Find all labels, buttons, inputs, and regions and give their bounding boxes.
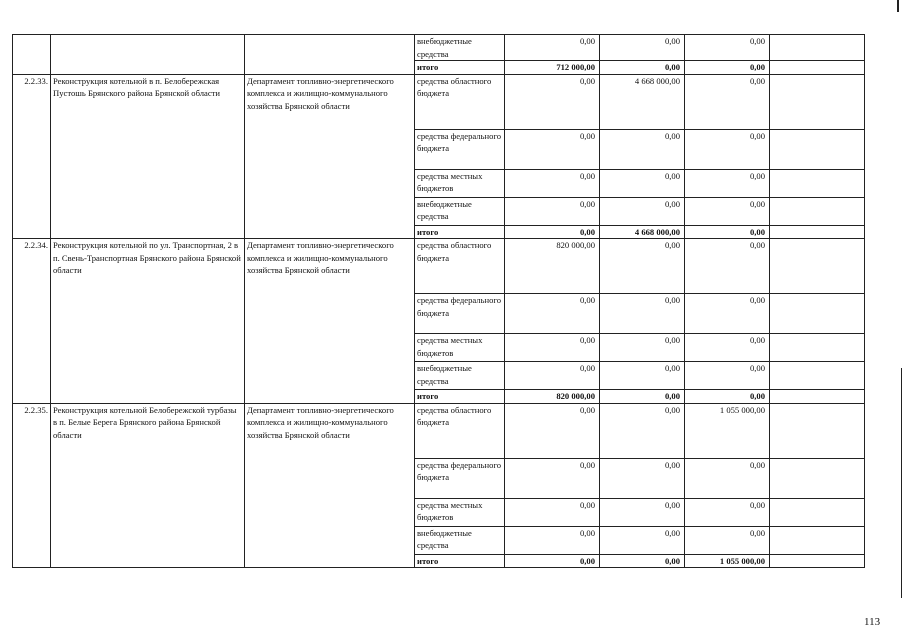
- table-row: [13, 35, 865, 61]
- funding-source-cell: внебюджетные средства: [415, 526, 505, 554]
- amount-year-3: 0,00: [685, 129, 770, 169]
- funding-source-cell: средства федерального бюджета: [415, 294, 505, 334]
- amount-year-1: 0,00: [505, 74, 600, 129]
- scan-edge-mark-right: [901, 368, 902, 598]
- amount-year-2: 0,00: [600, 403, 685, 458]
- empty-cell: [770, 498, 865, 526]
- item-executor: Департамент топливно-энергетического комплекса и жилищно-коммунального хозяйства Брянской области: [245, 74, 415, 239]
- amount-year-1: 0,00: [505, 498, 600, 526]
- amount-year-3: 0,00: [685, 61, 770, 75]
- table-row: [13, 403, 865, 458]
- amount-year-1: 0,00: [505, 526, 600, 554]
- funding-source-cell: внебюджетные средства: [415, 35, 505, 61]
- amount-year-1: 0,00: [505, 403, 600, 458]
- funding-source-cell: средства областного бюджета: [415, 403, 505, 458]
- amount-year-3: 0,00: [685, 169, 770, 197]
- executor-cell: [245, 35, 415, 75]
- item-code: 2.2.35.: [13, 403, 51, 568]
- amount-year-1: 0,00: [505, 458, 600, 498]
- empty-cell: [770, 458, 865, 498]
- amount-year-2: 0,00: [600, 554, 685, 568]
- amount-year-2: 0,00: [600, 498, 685, 526]
- amount-year-3: 0,00: [685, 239, 770, 294]
- empty-cell: [770, 74, 865, 129]
- funding-source-cell: средства областного бюджета: [415, 74, 505, 129]
- funding-source-cell: средства местных бюджетов: [415, 169, 505, 197]
- funding-source-cell: внебюджетные средства: [415, 197, 505, 225]
- empty-cell: [770, 239, 865, 294]
- amount-year-3: 0,00: [685, 362, 770, 390]
- item-code: 2.2.34.: [13, 239, 51, 404]
- amount-year-1: 0,00: [505, 334, 600, 362]
- empty-cell: [770, 294, 865, 334]
- funding-source-cell: итого: [415, 225, 505, 239]
- empty-cell: [770, 35, 865, 61]
- amount-year-3: 0,00: [685, 35, 770, 61]
- amount-year-1: 0,00: [505, 554, 600, 568]
- amount-year-2: 0,00: [600, 526, 685, 554]
- empty-cell: [770, 225, 865, 239]
- amount-year-1: 712 000,00: [505, 61, 600, 75]
- funding-source-cell: итого: [415, 554, 505, 568]
- funding-source-cell: итого: [415, 61, 505, 75]
- page-number: 113: [864, 616, 881, 628]
- amount-year-2: 4 668 000,00: [600, 225, 685, 239]
- empty-cell: [770, 169, 865, 197]
- empty-cell: [770, 403, 865, 458]
- item-name: Реконструкция котельной в п. Белобережская Пустошь Брянского района Брянской области: [51, 74, 245, 239]
- item-name: Реконструкция котельной Белобережской турбазы в п. Белые Берега Брянского района Брянской области: [51, 403, 245, 568]
- amount-year-3: 0,00: [685, 458, 770, 498]
- name-cell: [51, 35, 245, 75]
- amount-year-2: 0,00: [600, 458, 685, 498]
- empty-cell: [770, 390, 865, 404]
- funding-source-cell: внебюджетные средства: [415, 362, 505, 390]
- budget-table: [12, 34, 865, 568]
- amount-year-3: 1 055 000,00: [685, 403, 770, 458]
- amount-year-1: 820 000,00: [505, 390, 600, 404]
- empty-cell: [770, 526, 865, 554]
- amount-year-2: 0,00: [600, 294, 685, 334]
- amount-year-1: 0,00: [505, 197, 600, 225]
- amount-year-1: 0,00: [505, 35, 600, 61]
- empty-cell: [770, 554, 865, 568]
- amount-year-3: 0,00: [685, 197, 770, 225]
- amount-year-2: 0,00: [600, 390, 685, 404]
- empty-cell: [770, 334, 865, 362]
- amount-year-2: 0,00: [600, 197, 685, 225]
- amount-year-3: 1 055 000,00: [685, 554, 770, 568]
- table-row: [13, 239, 865, 294]
- item-executor: Департамент топливно-энергетического комплекса и жилищно-коммунального хозяйства Брянской области: [245, 239, 415, 404]
- funding-source-cell: средства федерального бюджета: [415, 129, 505, 169]
- amount-year-2: 0,00: [600, 61, 685, 75]
- empty-cell: [770, 129, 865, 169]
- funding-source-cell: средства федерального бюджета: [415, 458, 505, 498]
- item-code: 2.2.33.: [13, 74, 51, 239]
- amount-year-3: 0,00: [685, 294, 770, 334]
- amount-year-2: 0,00: [600, 362, 685, 390]
- amount-year-1: 0,00: [505, 169, 600, 197]
- amount-year-3: 0,00: [685, 74, 770, 129]
- item-name: Реконструкция котельной по ул. Транспортная, 2 в п. Свень-Транспортная Брянского района Брянской области: [51, 239, 245, 404]
- amount-year-2: 4 668 000,00: [600, 74, 685, 129]
- empty-cell: [770, 197, 865, 225]
- amount-year-1: 820 000,00: [505, 239, 600, 294]
- funding-source-cell: средства областного бюджета: [415, 239, 505, 294]
- amount-year-2: 0,00: [600, 169, 685, 197]
- item-executor: Департамент топливно-энергетического комплекса и жилищно-коммунального хозяйства Брянской области: [245, 403, 415, 568]
- amount-year-3: 0,00: [685, 225, 770, 239]
- amount-year-3: 0,00: [685, 498, 770, 526]
- empty-cell: [770, 61, 865, 75]
- funding-source-cell: средства местных бюджетов: [415, 498, 505, 526]
- amount-year-2: 0,00: [600, 35, 685, 61]
- amount-year-3: 0,00: [685, 334, 770, 362]
- scan-edge-mark-top: [897, 0, 899, 12]
- amount-year-2: 0,00: [600, 129, 685, 169]
- funding-source-cell: итого: [415, 390, 505, 404]
- amount-year-1: 0,00: [505, 362, 600, 390]
- amount-year-2: 0,00: [600, 239, 685, 294]
- table-row: [13, 74, 865, 129]
- amount-year-3: 0,00: [685, 390, 770, 404]
- amount-year-1: 0,00: [505, 225, 600, 239]
- amount-year-3: 0,00: [685, 526, 770, 554]
- amount-year-1: 0,00: [505, 294, 600, 334]
- code-cell: [13, 35, 51, 75]
- amount-year-1: 0,00: [505, 129, 600, 169]
- funding-source-cell: средства местных бюджетов: [415, 334, 505, 362]
- amount-year-2: 0,00: [600, 334, 685, 362]
- empty-cell: [770, 362, 865, 390]
